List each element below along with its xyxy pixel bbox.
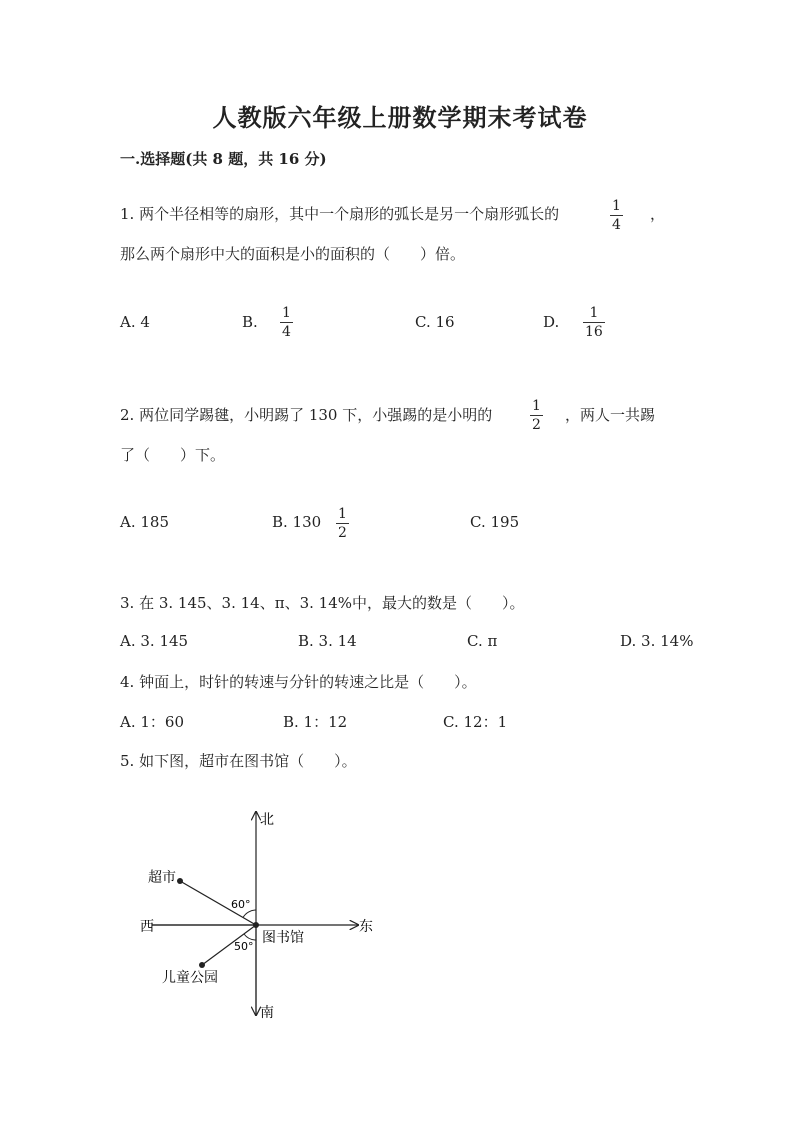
q2-option-c: C. 195 <box>470 513 520 531</box>
label-east: 东 <box>359 919 373 935</box>
frac-den: 2 <box>532 417 541 433</box>
frac-den: 16 <box>585 324 603 340</box>
q2-line1: 2. 两位同学踢毽，小明踢了 130 下，小强踢的是小明的 <box>120 406 493 424</box>
q1-line2: 那么两个扇形中大的面积是小的面积的（ ）倍。 <box>120 245 466 263</box>
frac-den: 2 <box>338 525 347 541</box>
supermarket-point <box>177 878 183 884</box>
q2-option-b: B. 130 <box>272 513 322 531</box>
q1-frac-den: 4 <box>612 217 621 233</box>
label-west: 西 <box>140 919 154 935</box>
q2-fraction <box>530 398 543 433</box>
frac-num: 1 <box>589 305 599 321</box>
label-south: 南 <box>260 1005 274 1021</box>
q2-option-b-fraction <box>336 506 349 541</box>
q2-option-a: A. 185 <box>120 513 169 531</box>
fraction-bar <box>610 215 623 216</box>
page-title: 人教版六年级上册数学期末考试卷 <box>212 103 588 132</box>
q1-comma: ， <box>650 205 666 223</box>
q4-option-a: A. 1：60 <box>120 713 184 731</box>
label-supermarket: 超市 <box>148 870 176 886</box>
park-point <box>199 962 205 968</box>
q2-tail: ，两人一共踢 <box>565 406 656 424</box>
q1-option-b-fraction <box>280 305 293 340</box>
q1-line1: 1. 两个半径相等的扇形，其中一个扇形的弧长是另一个扇形弧长的 <box>120 205 560 223</box>
direction-diagram <box>130 800 390 1030</box>
fraction-bar <box>583 322 605 323</box>
frac-num: 1 <box>532 398 541 414</box>
q3-option-b: B. 3. 14 <box>298 632 357 650</box>
q1-option-a: A. 4 <box>120 313 150 331</box>
label-angle-50: 50° <box>234 940 254 953</box>
q5-text: 5. 如下图，超市在图书馆（ ）。 <box>120 752 357 770</box>
frac-den: 4 <box>282 324 291 340</box>
fraction-bar <box>336 523 349 524</box>
label-library: 图书馆 <box>262 930 304 946</box>
q1-fraction <box>610 198 623 233</box>
label-angle-60: 60° <box>231 898 251 911</box>
q4-text: 4. 钟面上，时针的转速与分针的转速之比是（ ）。 <box>120 673 477 691</box>
fraction-bar <box>280 322 293 323</box>
q4-option-c: C. 12：1 <box>443 713 508 731</box>
q3-option-c: C. π <box>467 632 498 650</box>
label-park: 儿童公园 <box>162 970 218 986</box>
q3-text: 3. 在 3. 145、3. 14、π、3. 14%中，最大的数是（ ）。 <box>120 594 525 612</box>
q4-option-b: B. 1：12 <box>283 713 348 731</box>
q3-option-a: A. 3. 145 <box>120 632 189 650</box>
section-heading: 一.选择题(共 8 题，共 16 分) <box>120 150 327 168</box>
frac-num: 1 <box>338 506 347 522</box>
q3-option-d: D. 3. 14% <box>620 632 694 650</box>
q1-option-c: C. 16 <box>415 313 455 331</box>
q1-option-d: D. <box>543 313 560 331</box>
angle-arc-60 <box>243 910 256 918</box>
q2-line2: 了（ ）下。 <box>120 446 226 464</box>
library-point <box>253 922 259 928</box>
frac-num: 1 <box>282 305 291 321</box>
q1-option-d-fraction <box>583 305 605 340</box>
q1-frac-num: 1 <box>612 198 621 214</box>
q1-option-b: B. <box>242 313 258 331</box>
label-north: 北 <box>260 812 274 828</box>
fraction-bar <box>530 415 543 416</box>
